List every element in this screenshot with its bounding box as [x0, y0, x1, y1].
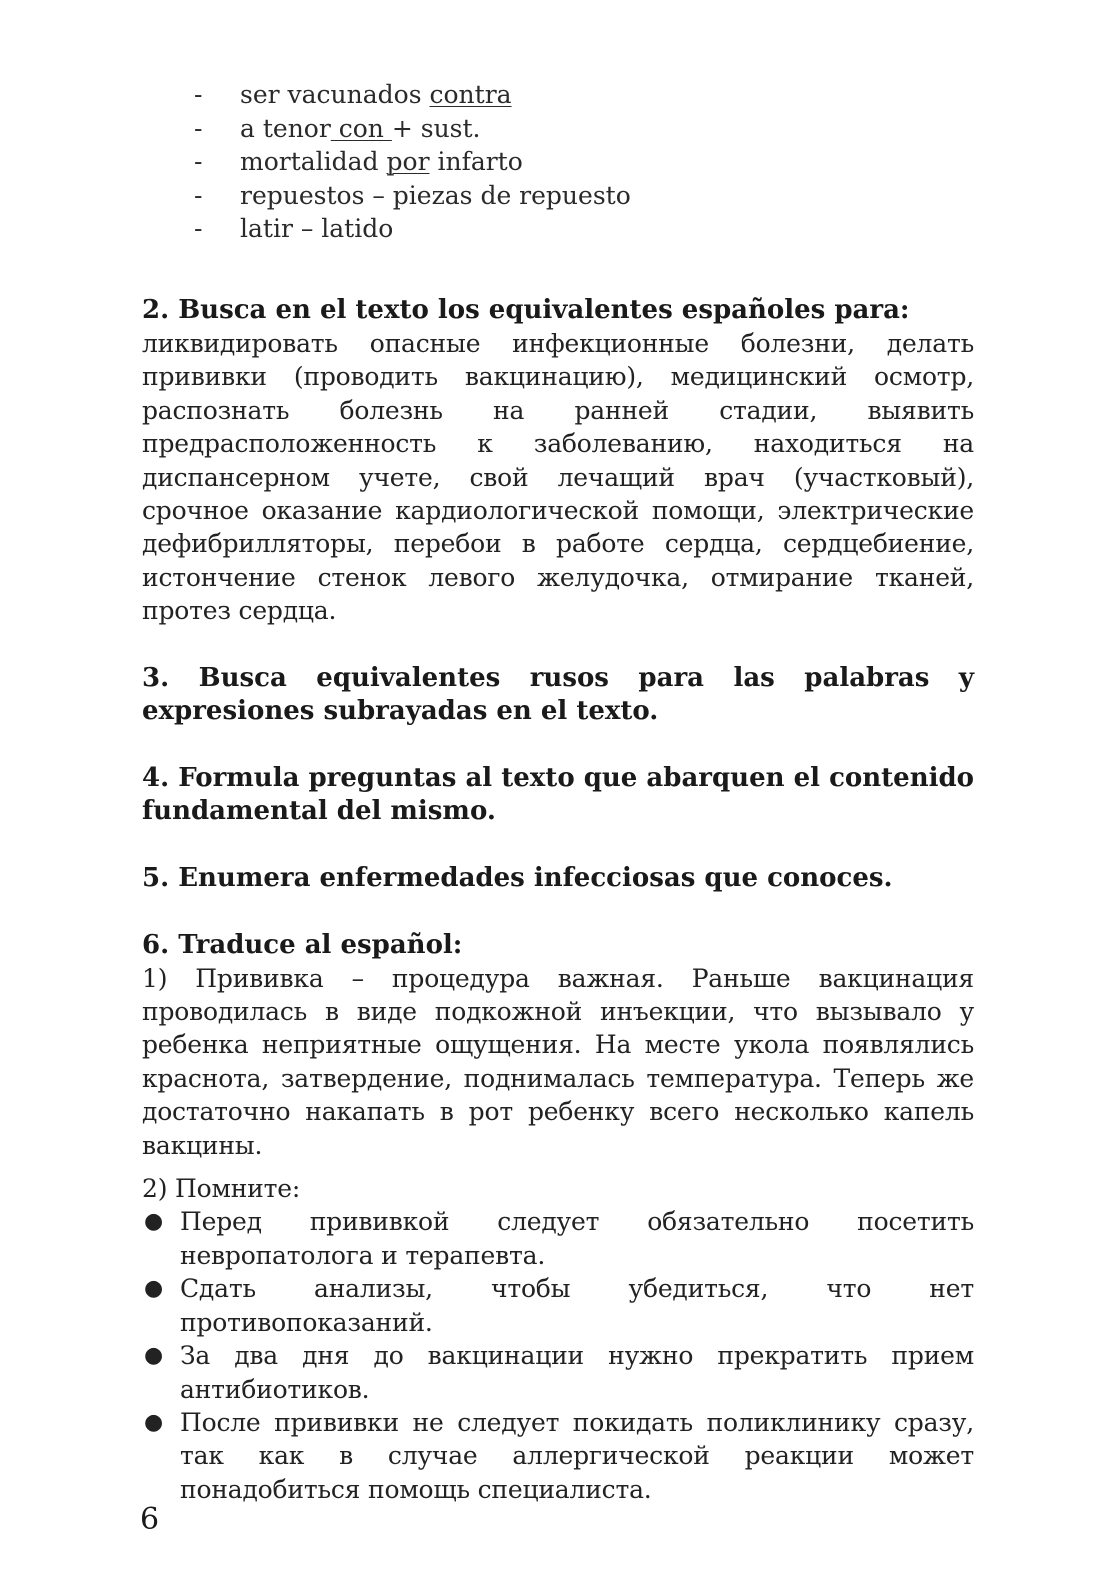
dash-marker: -: [194, 180, 203, 210]
bullet-icon: ●: [144, 1209, 163, 1235]
task-2-title: 2. Busca en el texto los equivalentes españoles para:: [142, 294, 910, 325]
list-item: ● Перед прививкой следует обязательно посетить невропатолога и терапевта.: [144, 1207, 974, 1270]
task-4: [142, 762, 974, 828]
page-content: [142, 78, 974, 1506]
dash-marker: -: [194, 147, 203, 177]
dash-marker: -: [194, 113, 203, 143]
dash-marker: -: [194, 80, 203, 109]
vocabulary-list: [142, 78, 974, 246]
task-6-title: 6. Traduce al español:: [142, 929, 463, 960]
list-item: ● За два дня до вакцинации нужно прекратить прием антибиотиков.: [144, 1341, 974, 1404]
bullet-icon: ●: [144, 1276, 163, 1302]
vocab-item: - latir – latido: [142, 212, 974, 246]
task-6: [142, 929, 974, 1507]
task-3-title: 3. Busca equivalentes rusos para las palabras y expresiones subrayadas en el texto.: [142, 662, 974, 726]
bullet-icon: ●: [144, 1409, 163, 1435]
vocab-item: - ser vacunados contra: [142, 78, 974, 112]
bullet-icon: ●: [144, 1343, 163, 1369]
task-3: [142, 662, 974, 728]
task-4-title: 4. Formula preguntas al texto que abarquen el contenido fundamental del mismo.: [142, 762, 974, 826]
task-2: [142, 294, 974, 628]
vocab-item: - repuestos – piezas de repuesto: [142, 179, 974, 213]
task-5-title: 5. Enumera enfermedades infecciosas que conoces.: [142, 862, 893, 893]
vocab-item: - mortalidad por infarto: [142, 145, 974, 179]
list-item: ● Сдать анализы, чтобы убедиться, что нет противопоказаний.: [144, 1274, 974, 1337]
task-6-paragraph-1: 1) Прививка – процедура важная. Раньше вакцинация проводилась в виде подкожной инъекции, что вызывало у ребенка неприятные ощущения. На месте укола появлялись краснота, затвердение, поднималась температура. Теперь же достаточно накапать в рот ребенку всего несколько капель вакцины.: [142, 963, 974, 1160]
dash-marker: -: [194, 214, 203, 244]
vocab-item: - a tenor con + sust.: [142, 112, 974, 146]
task-2-text: ликвидировать опасные инфекционные болезни, делать прививки (проводить вакцинацию), медицинский осмотр, распознать болезнь на ранней стадии, выявить предрасположенность к заболеванию, находиться на диспансерном учете, свой лечащий врач (участковый), срочное оказание кардиологической помощи, электрические дефибрилляторы, перебои в работе сердца, сердцебиение, истончение стенок левого желудочка, отмирание тканей, протез сердца.: [142, 328, 974, 626]
reminder-list: [142, 1205, 974, 1506]
page-number: 6: [140, 1502, 160, 1537]
list-item: ● После прививки не следует покидать поликлинику сразу, так как в случае аллергической реакции может понадобиться помощь специалиста.: [144, 1407, 974, 1504]
task-5: [142, 862, 974, 895]
task-6-paragraph-2-intro: 2) Помните:: [142, 1174, 301, 1204]
